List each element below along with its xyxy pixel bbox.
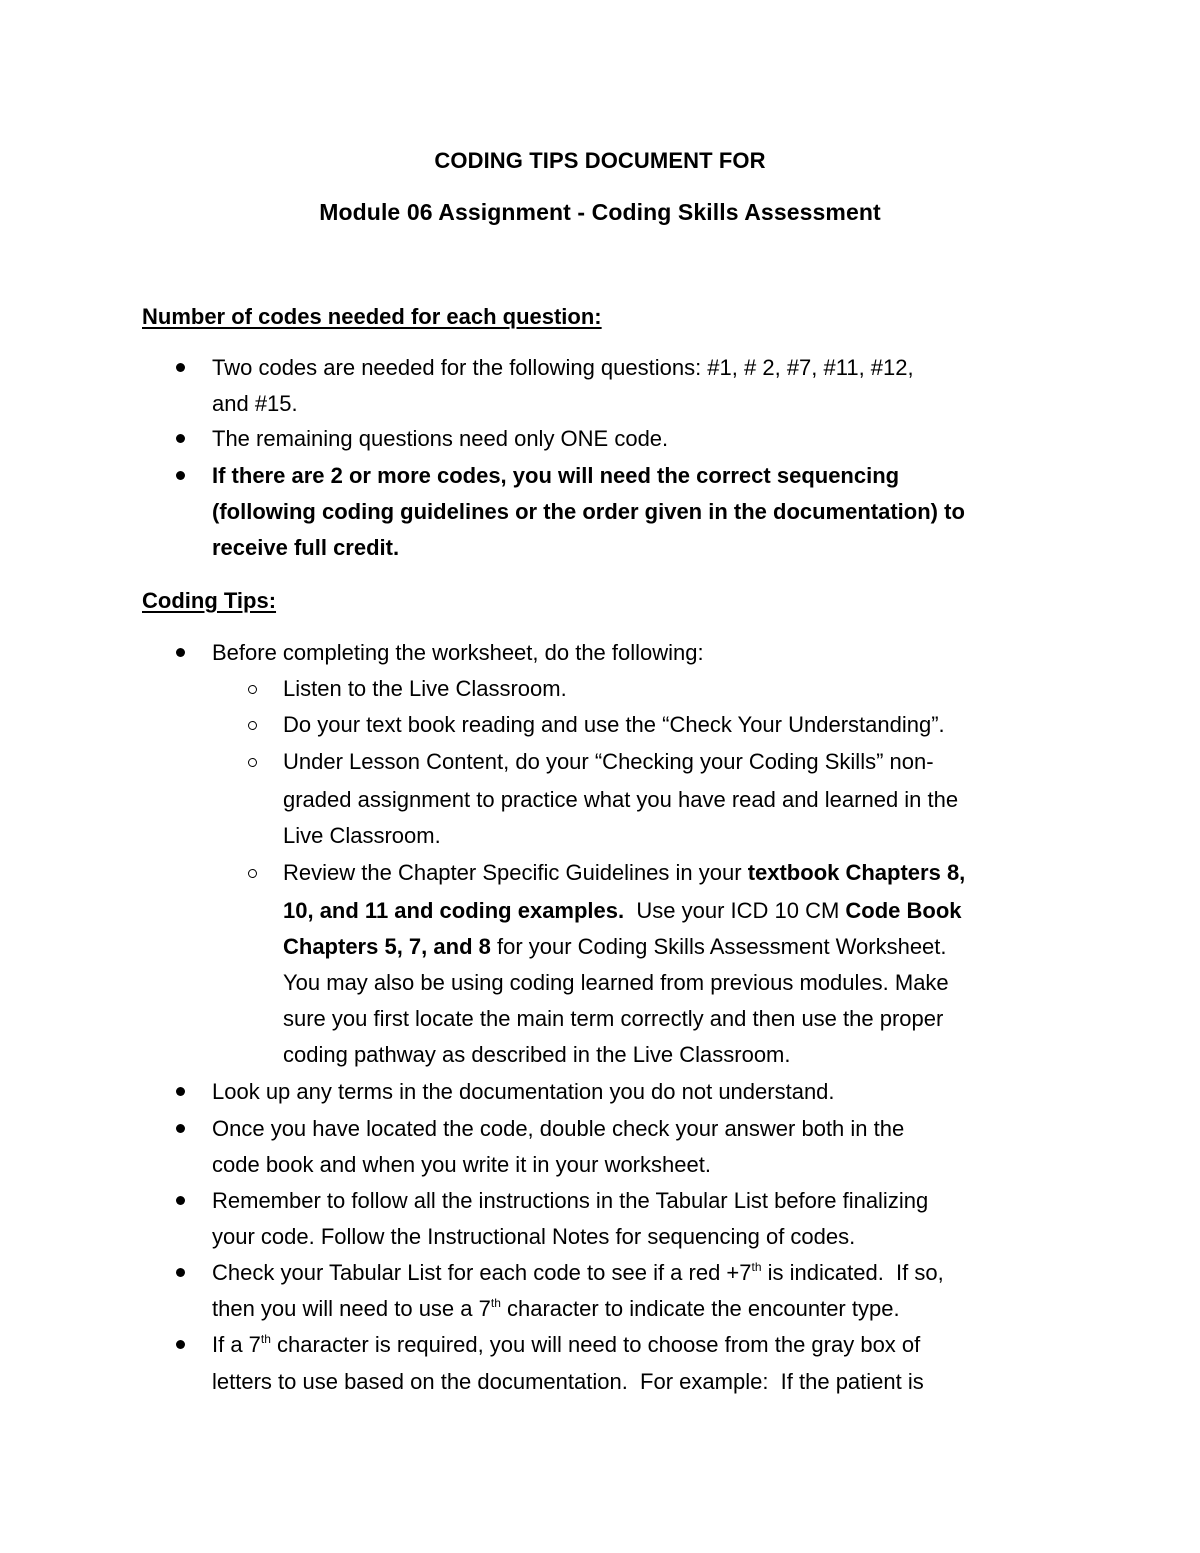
list-item-continuation: receive full credit. xyxy=(212,535,400,560)
section-heading-codes-needed: Number of codes needed for each question: xyxy=(142,304,602,329)
list-item: The remaining questions need only ONE code. xyxy=(212,426,669,451)
sub-bullet-icon xyxy=(248,685,257,694)
sub-list-item-continuation: sure you first locate the main term correctly and then use the proper xyxy=(283,1006,944,1031)
sub-list-item: Do your text book reading and use the “Check Your Understanding”. xyxy=(283,712,945,737)
bullet-icon xyxy=(176,363,185,372)
bullet-icon xyxy=(176,648,185,657)
bullet-icon xyxy=(176,1340,185,1349)
sub-list-item-continuation: Live Classroom. xyxy=(283,823,441,848)
sub-bullet-icon xyxy=(248,758,257,767)
bullet-icon xyxy=(176,471,185,480)
sub-list-item-continuation: Chapters 5, 7, and 8 for your Coding Skills Assessment Worksheet. xyxy=(283,934,947,959)
document-subtitle: Module 06 Assignment - Coding Skills Assessment xyxy=(319,199,881,225)
sub-list-item-review: Review the Chapter Specific Guidelines in your textbook Chapters 8, xyxy=(283,860,966,885)
document-title: CODING TIPS DOCUMENT FOR xyxy=(434,148,766,173)
sub-list-item-continuation: coding pathway as described in the Live Classroom. xyxy=(283,1042,791,1067)
section-heading-coding-tips: Coding Tips: xyxy=(142,588,277,613)
list-item-continuation: letters to use based on the documentation. For example: If the patient is xyxy=(212,1369,924,1394)
sub-list-item-continuation: 10, and 11 and coding examples. Use your ICD 10 CM Code Book xyxy=(283,898,962,923)
sub-list-item-continuation: You may also be using coding learned from previous modules. Make xyxy=(283,970,949,995)
bullet-icon xyxy=(176,1196,185,1205)
list-item: Before completing the worksheet, do the following: xyxy=(212,640,704,665)
list-item: Check your Tabular List for each code to see if a red +7th is indicated. If so, xyxy=(212,1260,944,1285)
bullet-icon xyxy=(176,1087,185,1096)
list-item-continuation: your code. Follow the Instructional Notes for sequencing of codes. xyxy=(212,1224,856,1249)
list-item: If a 7th character is required, you will need to choose from the gray box of xyxy=(212,1332,921,1357)
list-item: Remember to follow all the instructions in the Tabular List before finalizing xyxy=(212,1188,929,1213)
sub-list-item-continuation: graded assignment to practice what you have read and learned in the xyxy=(283,787,959,812)
bullet-icon xyxy=(176,434,185,443)
bullet-icon xyxy=(176,1268,185,1277)
list-item-continuation: (following coding guidelines or the order given in the documentation) to xyxy=(212,499,965,524)
list-item: Two codes are needed for the following questions: #1, # 2, #7, #11, #12, xyxy=(212,355,914,380)
list-item-continuation: code book and when you write it in your worksheet. xyxy=(212,1152,711,1177)
sub-bullet-icon xyxy=(248,721,257,730)
list-item: Look up any terms in the documentation you do not understand. xyxy=(212,1079,835,1104)
sub-list-item: Under Lesson Content, do your “Checking your Coding Skills” non- xyxy=(283,749,934,774)
list-item: Once you have located the code, double check your answer both in the xyxy=(212,1116,905,1141)
list-item: If there are 2 or more codes, you will need the correct sequencing xyxy=(212,463,900,488)
sub-list-item: Listen to the Live Classroom. xyxy=(283,676,567,701)
sub-bullet-icon xyxy=(248,869,257,878)
list-item-continuation: then you will need to use a 7th character to indicate the encounter type. xyxy=(212,1296,900,1321)
bullet-icon xyxy=(176,1124,185,1133)
list-item-continuation: and #15. xyxy=(212,391,298,416)
